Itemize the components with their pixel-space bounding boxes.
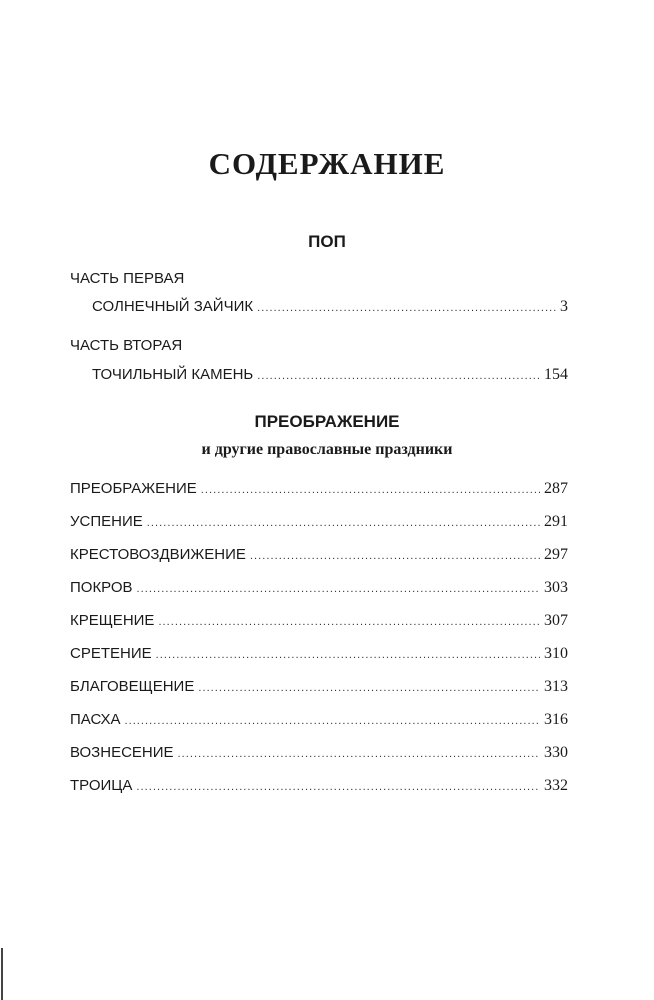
toc-entry-title: ПРЕОБРАЖЕНИЕ — [70, 480, 197, 497]
toc-entry-title: СРЕТЕНИЕ — [70, 645, 152, 662]
section-heading-pop: ПОП — [308, 232, 346, 251]
toc-entry-page: 287 — [544, 480, 568, 497]
toc-entry-title: ТРОИЦА — [70, 777, 133, 794]
toc-entry[interactable] — [70, 478, 568, 500]
dot-leader — [257, 365, 540, 387]
toc-entry-page: 3 — [560, 298, 568, 315]
dot-leader — [257, 297, 556, 319]
dot-leader — [124, 710, 540, 732]
toc-entry-title: ТОЧИЛЬНЫЙ КАМЕНЬ — [92, 366, 254, 383]
toc-entry-title: УСПЕНИЕ — [70, 513, 143, 530]
toc-entry-page: 307 — [544, 612, 568, 629]
dot-leader — [147, 512, 540, 534]
toc-entry-page: 330 — [544, 744, 568, 761]
toc-entry[interactable] — [70, 775, 568, 797]
toc-entry-page: 310 — [544, 645, 568, 662]
dot-leader — [198, 677, 540, 699]
toc-entry-page: 297 — [544, 546, 568, 563]
toc-entry[interactable] — [70, 577, 568, 599]
section-subheading: и другие православные праздники — [201, 441, 453, 458]
dot-leader — [158, 611, 540, 633]
toc-entry-title: ПАСХА — [70, 711, 121, 728]
toc-entry-page: 303 — [544, 579, 568, 596]
part-label-2: ЧАСТЬ ВТОРАЯ — [70, 337, 183, 354]
dot-leader — [136, 776, 540, 798]
toc-entry[interactable] — [70, 610, 568, 632]
toc-entry[interactable] — [70, 544, 568, 566]
page-edge-line — [1, 948, 3, 1000]
dot-leader — [178, 743, 540, 765]
toc-entry[interactable] — [92, 364, 568, 386]
toc-entry[interactable] — [70, 643, 568, 665]
toc-entry-page: 332 — [544, 777, 568, 794]
toc-entry[interactable] — [92, 296, 568, 318]
toc-entry-title: КРЕСТОВОЗДВИЖЕНИЕ — [70, 546, 246, 563]
toc-entry-title: БЛАГОВЕЩЕНИЕ — [70, 678, 195, 695]
toc-entry-title: ВОЗНЕСЕНИЕ — [70, 744, 174, 761]
toc-entry-title: СОЛНЕЧНЫЙ ЗАЙЧИК — [92, 298, 254, 315]
toc-entry-page: 316 — [544, 711, 568, 728]
dot-leader — [137, 578, 540, 600]
toc-entry-title: ПОКРОВ — [70, 579, 133, 596]
toc-entry[interactable] — [70, 676, 568, 698]
dot-leader — [250, 545, 540, 567]
toc-entry[interactable] — [70, 742, 568, 764]
section-heading-preobrazhenie: ПРЕОБРАЖЕНИЕ — [254, 412, 400, 431]
dot-leader — [201, 479, 540, 501]
toc-entry-page: 154 — [544, 366, 568, 383]
toc-entry[interactable] — [70, 709, 568, 731]
toc-entry-page: 313 — [544, 678, 568, 695]
toc-entry-page: 291 — [544, 513, 568, 530]
part-label-1: ЧАСТЬ ПЕРВАЯ — [70, 270, 185, 287]
dot-leader — [156, 644, 540, 666]
page-title: СОДЕРЖАНИЕ — [208, 146, 446, 181]
toc-entry-title: КРЕЩЕНИЕ — [70, 612, 155, 629]
toc-entry[interactable] — [70, 511, 568, 533]
